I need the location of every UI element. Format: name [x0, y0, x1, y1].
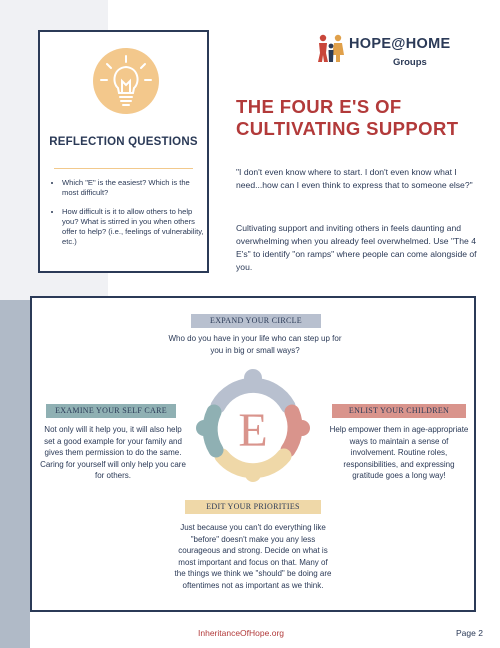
reflection-card	[38, 30, 209, 273]
enlist-label: ENLIST YOUR CHILDREN	[332, 404, 466, 418]
center-letter: E	[238, 404, 268, 457]
reflection-list	[48, 178, 204, 256]
logo-name: HOPE@HOME	[349, 36, 451, 52]
title-line-2: CULTIVATING SUPPORT	[236, 118, 459, 139]
title-line-1: THE FOUR E'S OF	[236, 96, 402, 117]
website-link[interactable]: InheritanceOfHope.org	[198, 628, 284, 638]
decorative-band-bottom	[0, 300, 30, 648]
page-number: Page 2	[456, 628, 483, 638]
edit-label: EDIT YOUR PRIORITIES	[185, 500, 321, 514]
edit-text: Just because you can't do everything like "before" doesn't make you any less courageous and strong. Decide on what is most important and focus on that. Many of the things we think we "should" be doing are oftentimes not as important as we think.	[174, 523, 332, 590]
four-es-graphic	[196, 364, 310, 482]
reflection-title: REFLECTION QUESTIONS	[49, 136, 198, 148]
intro-quote: "I don't even know where to start. I don't even know what I need...how can I even think to express that to someone else?"	[236, 167, 473, 190]
intro-body: Cultivating support and inviting others in feels daunting and overwhelming when you already feel overwhelmed. Use "The 4 E's" to identify "on ramps" where people can come alongside of you.	[236, 223, 477, 272]
expand-label: EXPAND YOUR CIRCLE	[191, 314, 321, 328]
examine-text: Not only will it help you, it will also help set a good example for your family and gives them permission to do the same. Caring for yourself will only help you care for others.	[40, 425, 186, 480]
list-item: • How difficult is it to allow others to help you? What is stirred in you when others offer to help? (i.e., feelings of vulnerability, etc.)	[62, 207, 204, 247]
page-title	[236, 96, 496, 140]
expand-text: Who do you have in your life who can step up for you in big or small ways?	[168, 334, 342, 355]
lightbulb-icon	[93, 48, 159, 114]
examine-label: EXAMINE YOUR SELF CARE	[46, 404, 176, 418]
divider	[54, 168, 193, 169]
list-item: • Which "E" is the easiest? Which is the most difficult?	[62, 178, 204, 198]
logo	[315, 33, 485, 77]
family-icon	[315, 33, 347, 63]
four-es-panel	[30, 296, 476, 612]
logo-subtitle: Groups	[393, 57, 427, 68]
enlist-text: Help empower them in age-appropriate ways to maintain a sense of involvement. Routine roles, responsibilities, and expressing gratitude goes a long way!	[329, 425, 469, 480]
